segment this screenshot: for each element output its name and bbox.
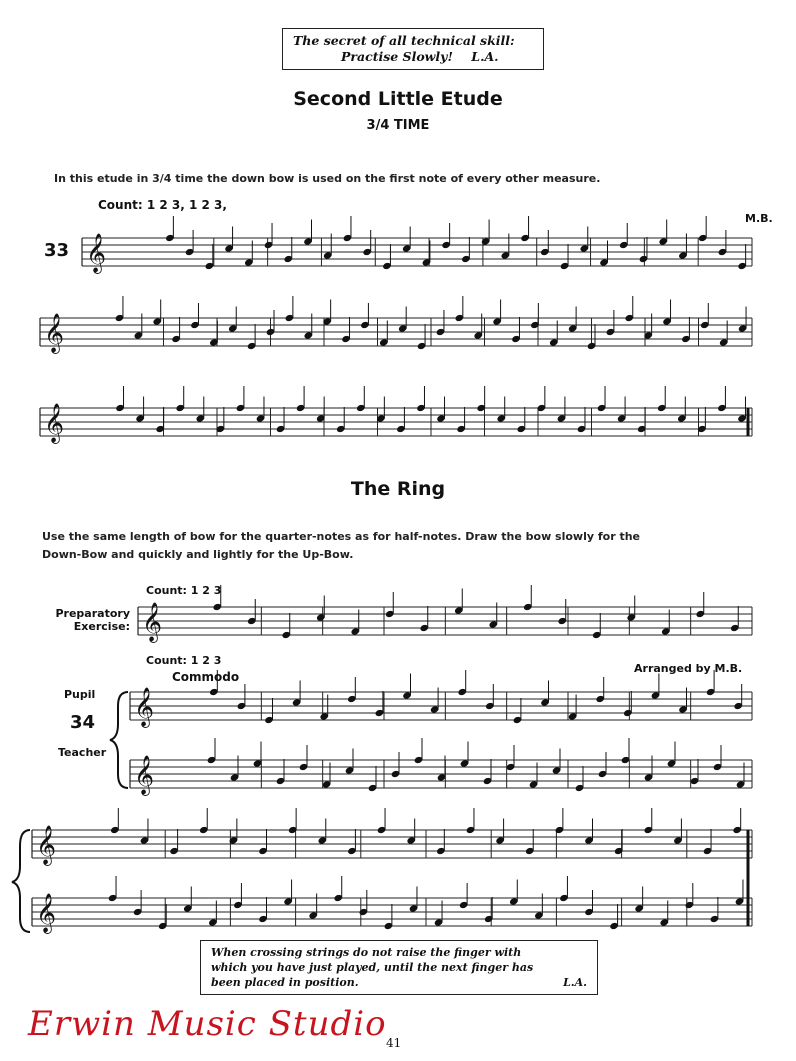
- pupil-label: Pupil: [64, 688, 96, 701]
- quote-bottom-text: been placed in position.: [211, 976, 359, 989]
- treble-clef-icon: 𝄞: [44, 403, 65, 443]
- treble-clef-icon: 𝄞: [44, 313, 65, 353]
- treble-clef-icon: 𝄞: [142, 602, 163, 642]
- treble-clef-icon: 𝄞: [134, 687, 155, 727]
- quote-author: L.A.: [471, 49, 499, 64]
- etude-instruction: In this etude in 3/4 time the down bow is used on the first note of every other measure.: [54, 172, 601, 185]
- system-brace-icon: [110, 692, 128, 788]
- count-label-2: Count: 1 2 3: [146, 654, 222, 667]
- quote-bottom-author: L.A.: [563, 976, 587, 989]
- quote-bottom-line-1: When crossing strings do not raise the finger with: [211, 946, 522, 959]
- etude-title: Second Little Etude: [293, 88, 503, 110]
- tempo-marking: Commodo: [172, 670, 240, 684]
- treble-clef-icon: 𝄞: [86, 233, 107, 273]
- quote-line-1: The secret of all technical skill:: [293, 33, 515, 48]
- exercise-number: 34: [70, 712, 96, 733]
- ring-title: The Ring: [350, 478, 446, 500]
- etude-number: 33: [44, 240, 70, 261]
- prep-label-2: Exercise:: [73, 620, 130, 633]
- prep-label-1: Preparatory: [55, 607, 130, 620]
- quote-emphasis: Practise Slowly!: [341, 49, 453, 64]
- ring-instruction-line-2: Down-Bow and quickly and lightly for the Up-Bow.: [42, 548, 354, 561]
- count-label: Count: 1 2 3, 1 2 3,: [98, 198, 227, 212]
- ring-instruction-line-1: Use the same length of bow for the quarter-notes as for half-notes. Draw the bow slowly for the: [42, 530, 641, 543]
- treble-clef-icon: 𝄞: [134, 755, 155, 795]
- page-number: 41: [386, 1036, 402, 1050]
- composer-credit: M.B.: [745, 212, 773, 225]
- treble-clef-icon: 𝄞: [36, 893, 57, 933]
- system-brace-icon: [12, 830, 30, 932]
- teacher-label: Teacher: [58, 746, 107, 759]
- prep-count-label: Count: 1 2 3: [146, 584, 222, 597]
- treble-clef-icon: 𝄞: [36, 825, 57, 865]
- time-signature-label: 3/4 TIME: [366, 118, 430, 133]
- studio-watermark: Erwin Music Studio: [28, 1004, 387, 1044]
- arranger-credit: Arranged by M.B.: [634, 662, 743, 675]
- quote-bottom-line-2: which you have just played, until the next finger has: [211, 961, 534, 974]
